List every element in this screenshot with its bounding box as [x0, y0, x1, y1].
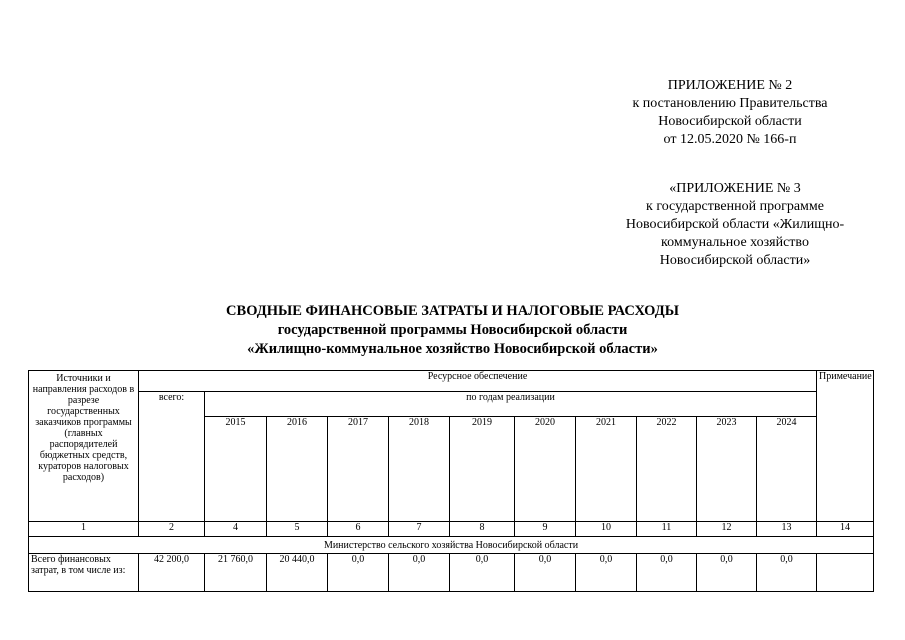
year-cell: 2015: [205, 417, 267, 522]
column-number: 4: [205, 522, 267, 537]
value-cell: 42 200,0: [139, 554, 205, 592]
column-number: 5: [267, 522, 328, 537]
column-number: 11: [637, 522, 697, 537]
value-cell: 0,0: [328, 554, 389, 592]
value-cell: 0,0: [637, 554, 697, 592]
year-cell: 2023: [697, 417, 757, 522]
value-cell: 0,0: [389, 554, 450, 592]
appendix-2-line: от 12.05.2020 № 166-п: [663, 132, 797, 147]
appendix-3-line: Новосибирской области «Жилищно-: [625, 217, 845, 232]
header-sources: Источники и направления расходов в разрезе государственных заказчиков программы (главных распорядителей бюджетных средств, кураторов налоговых расходов): [29, 371, 139, 522]
section-title: Министерство сельского хозяйства Новосибирской области: [29, 537, 874, 554]
year-cell: 2016: [267, 417, 328, 522]
financial-table: [28, 370, 874, 592]
title-line-1: СВОДНЫЕ ФИНАНСОВЫЕ ЗАТРАТЫ И НАЛОГОВЫЕ РАСХОДЫ: [226, 303, 679, 319]
title-line-2: государственной программы Новосибирской области: [277, 322, 628, 338]
year-cell: 2018: [389, 417, 450, 522]
value-cell: 0,0: [515, 554, 576, 592]
column-number: 12: [697, 522, 757, 537]
year-cell: 2022: [637, 417, 697, 522]
column-number: 14: [817, 522, 874, 537]
year-cell: 2024: [757, 417, 817, 522]
header-by-years: по годам реализации: [205, 392, 817, 417]
column-number: 13: [757, 522, 817, 537]
appendix-3-line: коммунальное хозяйство: [661, 235, 809, 250]
column-number: 6: [328, 522, 389, 537]
column-number: 10: [576, 522, 637, 537]
year-cell: 2019: [450, 417, 515, 522]
appendix-3-line: к государственной программе: [646, 199, 824, 214]
column-number: 2: [139, 522, 205, 537]
appendix-2-line: ПРИЛОЖЕНИЕ № 2: [667, 78, 793, 93]
header-resources: Ресурсное обеспечение: [139, 371, 817, 392]
title-line-3: «Жилищно-коммунальное хозяйство Новосибирской области»: [247, 341, 658, 357]
appendix-2-line: к постановлению Правительства: [632, 96, 828, 111]
table-row: [29, 554, 874, 592]
column-number: 1: [29, 522, 139, 537]
value-cell: 0,0: [576, 554, 637, 592]
value-cell: 0,0: [697, 554, 757, 592]
value-cell: 0,0: [450, 554, 515, 592]
document-title: [0, 302, 905, 359]
appendix-3-header: [610, 180, 860, 270]
year-cell: 2017: [328, 417, 389, 522]
appendix-2-line: Новосибирской области: [658, 114, 802, 129]
appendix-3-line: «ПРИЛОЖЕНИЕ № 3: [669, 181, 801, 196]
appendix-2-header: [600, 77, 860, 149]
appendix-3-line: Новосибирской области»: [659, 253, 811, 268]
year-cell: 2020: [515, 417, 576, 522]
value-cell: 0,0: [757, 554, 817, 592]
value-cell: 21 760,0: [205, 554, 267, 592]
note-cell: [817, 554, 874, 592]
column-number: 8: [450, 522, 515, 537]
column-number: 9: [515, 522, 576, 537]
value-cell: 20 440,0: [267, 554, 328, 592]
row-label: Всего финансовых затрат, в том числе из:: [29, 554, 139, 592]
year-cell: 2021: [576, 417, 637, 522]
column-number: 7: [389, 522, 450, 537]
header-notes: Примечание: [817, 371, 874, 522]
header-total: всего:: [139, 392, 205, 522]
